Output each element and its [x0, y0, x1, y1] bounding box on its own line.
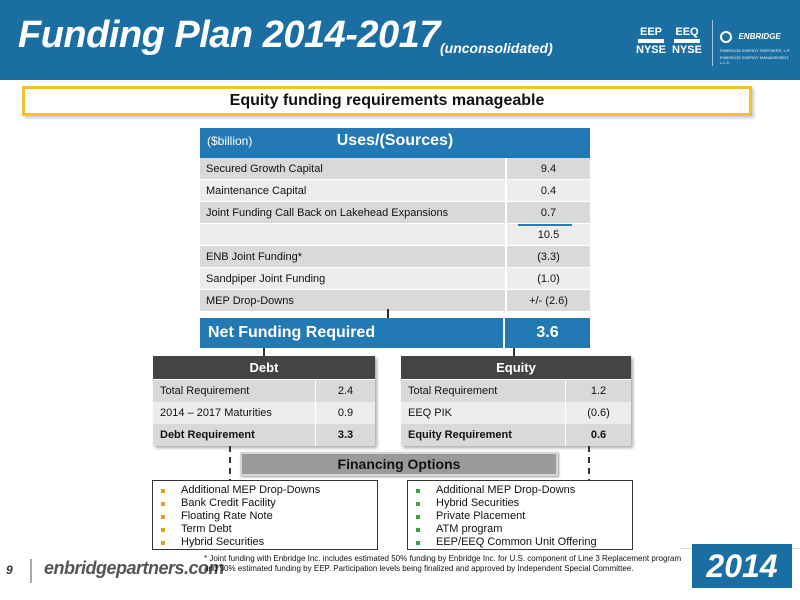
financing-options-header: Financing Options	[240, 452, 558, 476]
key-message-banner: Equity funding requirements manageable	[22, 86, 752, 116]
units-label: ($billion)	[207, 134, 253, 148]
bullet-icon	[416, 502, 420, 506]
ticker-symbol: EEQ	[675, 26, 699, 38]
row-value: +/- (2.6)	[505, 290, 590, 311]
bullet-icon	[416, 515, 420, 519]
net-funding-required	[200, 318, 590, 348]
list-item	[161, 497, 377, 510]
row-label: MEP Drop-Downs	[206, 294, 294, 307]
bullet-icon	[161, 502, 165, 506]
list-item	[161, 523, 377, 536]
debt-financing-options	[152, 480, 378, 550]
option-label: Private Placement	[436, 510, 526, 522]
option-label: Floating Rate Note	[181, 510, 273, 522]
option-label: Hybrid Securities	[181, 536, 265, 548]
row-label: EEQ PIK	[408, 407, 453, 419]
dashed-connector	[588, 446, 590, 480]
header-divider	[712, 20, 713, 66]
table-row	[401, 402, 631, 424]
page-subtitle: (unconsolidated)	[440, 40, 553, 56]
row-label: Secured Growth Capital	[206, 162, 323, 175]
row-label: Maintenance Capital	[206, 184, 307, 197]
list-item	[161, 536, 377, 549]
table-row	[153, 402, 375, 424]
ticker-divider	[638, 39, 664, 43]
row-label: Equity Requirement	[408, 429, 512, 441]
list-item	[161, 484, 377, 497]
ticker-exchange: NYSE	[636, 44, 666, 56]
uses-table-title: Uses/(Sources)	[336, 132, 454, 149]
list-item	[416, 484, 632, 497]
row-label: 2014 – 2017 Maturities	[160, 407, 272, 419]
row-value: (3.3)	[505, 246, 590, 267]
row-value: 0.7	[505, 202, 590, 223]
subtotal-underline	[518, 224, 572, 226]
option-label: EEP/EEQ Common Unit Offering	[436, 536, 597, 548]
row-value: 3.3	[315, 424, 375, 446]
uses-sources-table	[200, 128, 590, 312]
year-badge: 2014	[692, 544, 792, 588]
bullet-icon	[161, 541, 165, 545]
net-funding-label: Net Funding Required	[200, 318, 505, 348]
table-row	[200, 246, 590, 268]
enbridge-logo	[720, 28, 798, 65]
table-row-total	[153, 424, 375, 446]
row-value: (1.0)	[505, 268, 590, 289]
table-row	[200, 290, 590, 312]
row-label	[200, 224, 505, 245]
footer-divider	[30, 559, 32, 583]
debt-table-header: Debt	[153, 356, 375, 380]
connector-line	[263, 348, 265, 356]
ticker-divider	[674, 39, 700, 43]
bullet-icon	[416, 541, 420, 545]
ticker-eep	[636, 26, 666, 56]
uses-table-header	[200, 128, 590, 158]
row-value: (0.6)	[565, 402, 631, 424]
bullet-icon	[161, 528, 165, 532]
table-row	[200, 158, 590, 180]
option-label: ATM program	[436, 523, 503, 535]
equity-table-header: Equity	[401, 356, 631, 380]
row-value: 0.6	[565, 424, 631, 446]
logo-name: ENBRIDGE	[738, 32, 781, 42]
table-row	[153, 380, 375, 402]
debt-table	[153, 356, 375, 446]
option-label: Hybrid Securities	[436, 497, 520, 509]
logo-line-1: ENBRIDGE ENERGY PARTNERS, L.P.	[720, 48, 791, 53]
list-item	[416, 523, 632, 536]
dashed-connector	[229, 446, 231, 480]
logo-line-2: ENBRIDGE ENERGY MANAGEMENT, L.L.C.	[720, 55, 790, 65]
bullet-icon	[161, 489, 165, 493]
footnote: * Joint funding with Enbridge Inc. includes estimated 50% funding by Enbridge Inc. for U.S. component of Line 3 Replacement program and 50% estimated funding by EEP. Participation levels being finalized and approved by Independent Special Committee.	[204, 554, 682, 573]
list-item	[161, 510, 377, 523]
option-label: Additional MEP Drop-Downs	[436, 484, 576, 496]
table-row	[200, 202, 590, 224]
table-row-total	[401, 424, 631, 446]
row-label: Sandpiper Joint Funding	[206, 272, 326, 285]
row-value: 0.9	[315, 402, 375, 424]
list-item	[416, 497, 632, 510]
website-link[interactable]: enbridgepartners.com	[44, 558, 225, 578]
list-item	[416, 536, 632, 549]
equity-table	[401, 356, 631, 446]
table-row	[200, 180, 590, 202]
connector-line	[387, 309, 389, 318]
row-value: 0.4	[505, 180, 590, 201]
row-label: ENB Joint Funding*	[206, 250, 302, 263]
table-row	[200, 268, 590, 290]
bullet-icon	[416, 489, 420, 493]
list-item	[416, 510, 632, 523]
page-number: 9	[6, 563, 13, 577]
table-row	[401, 380, 631, 402]
row-value: 1.2	[565, 380, 631, 402]
row-label: Joint Funding Call Back on Lakehead Expansions	[206, 206, 449, 219]
net-funding-value: 3.6	[536, 324, 559, 341]
option-label: Term Debt	[181, 523, 232, 535]
row-label: Total Requirement	[160, 385, 250, 397]
ticker-exchange: NYSE	[672, 44, 702, 56]
connector-line	[513, 348, 515, 356]
header-bar	[0, 0, 800, 80]
equity-financing-options	[407, 480, 633, 550]
row-value: 10.5	[505, 224, 590, 245]
bullet-icon	[161, 515, 165, 519]
enbridge-logo-icon	[720, 31, 732, 43]
ticker-symbol: EEP	[639, 26, 662, 38]
option-label: Bank Credit Facility	[181, 497, 276, 509]
bullet-icon	[416, 528, 420, 532]
option-label: Additional MEP Drop-Downs	[181, 484, 321, 496]
table-row-subtotal	[200, 224, 590, 246]
row-value: 9.4	[505, 158, 590, 179]
row-label: Debt Requirement	[160, 429, 255, 441]
ticker-eeq	[672, 26, 702, 56]
row-value: 2.4	[315, 380, 375, 402]
row-label: Total Requirement	[408, 385, 498, 397]
page-title: Funding Plan 2014-2017	[18, 14, 440, 56]
